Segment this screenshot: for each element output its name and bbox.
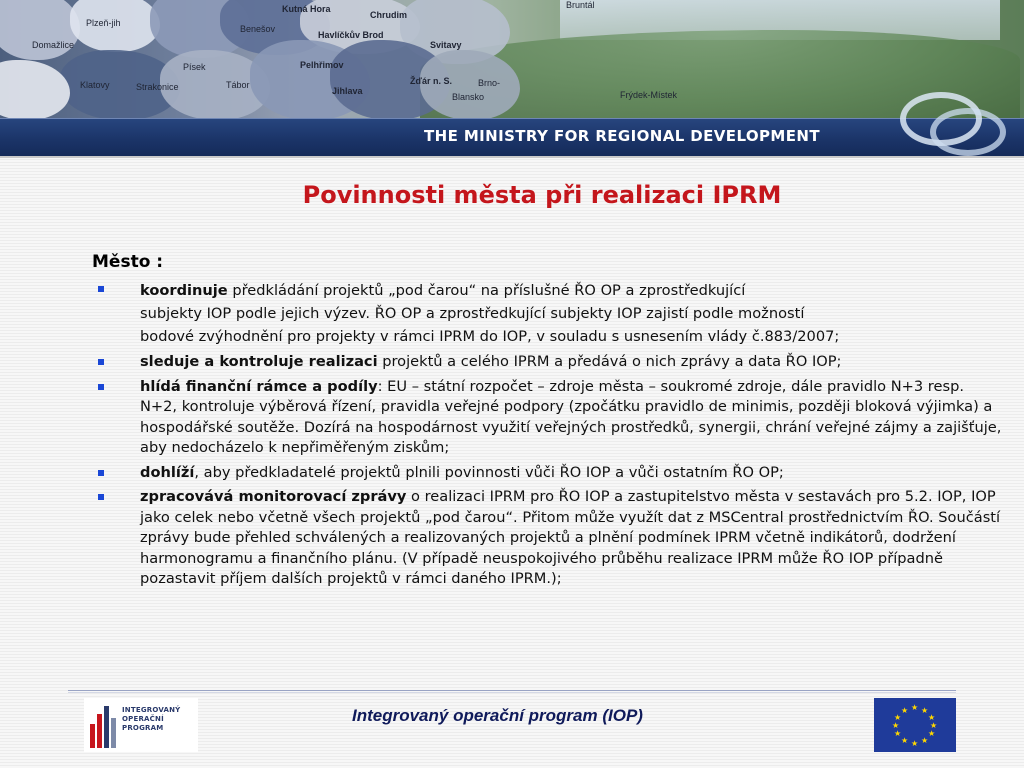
eu-star-icon: ★ bbox=[921, 736, 929, 745]
map-label: Domažlice bbox=[32, 40, 75, 50]
eu-star-icon: ★ bbox=[928, 713, 936, 722]
bullet-continuation: subjekty IOP podle jejich výzev. ŘO OP a zprostředkující subjekty IOP zajistí podle možností bbox=[140, 305, 805, 322]
map-label: Benešov bbox=[240, 24, 276, 34]
bullet-text: , aby předkladatelé projektů plnili povinnosti vůči ŘO IOP a vůči ostatním ŘO OP; bbox=[194, 463, 784, 481]
logo-bar bbox=[104, 706, 109, 748]
bullet-item bbox=[92, 352, 1004, 373]
bullet-keyword: sleduje a kontroluje realizaci bbox=[140, 353, 378, 370]
bullet-keyword: dohlíží bbox=[140, 463, 195, 481]
logo-bar bbox=[97, 714, 102, 748]
ring-logo-icon bbox=[930, 108, 1006, 156]
logo-line: PROGRAM bbox=[122, 724, 164, 732]
logo-bar bbox=[111, 718, 116, 748]
bullet-list bbox=[92, 279, 1004, 590]
bullet-item bbox=[92, 487, 1004, 590]
bullet-marker-icon bbox=[98, 286, 104, 292]
eu-star-icon: ★ bbox=[928, 729, 936, 738]
bullet-keyword: koordinuje bbox=[140, 282, 228, 299]
bullet-item bbox=[92, 377, 1004, 459]
bullet-marker-icon bbox=[98, 470, 104, 476]
eu-star-icon: ★ bbox=[930, 721, 938, 730]
bullet-marker-icon bbox=[98, 494, 104, 500]
map-label: Tábor bbox=[226, 80, 250, 90]
map-label: Jihlava bbox=[332, 86, 363, 96]
bullet-text: o realizaci IPRM pro ŘO IOP a zastupitelstvo města v sestavách pro 5.2. IOP, IOP jako celek nebo včetně všech projektů „pod čarou“. Přitom může využít dat z MSCentral prostřednictvím ŘO. Součástí zprávy bude přehled schválených a realizovaných projektů a plnění podmínek IPRM včetně indikátorů, dodržení harmonogramu a finančního plánu. (V případě neuspokojivého průběhu realizace IPRM může ŘO IOP případně pozastavit příjem dalších projektů v rámci daného IPRM.); bbox=[140, 488, 1001, 587]
eu-star-icon: ★ bbox=[901, 706, 909, 715]
logo-line: INTEGROVANÝ bbox=[122, 706, 181, 714]
eu-star-icon: ★ bbox=[894, 729, 902, 738]
bullet-keyword: zpracovává monitorovací zprávy bbox=[140, 488, 407, 505]
bullet-text: projektů a celého IPRM a předává o nich zprávy a data ŘO IOP; bbox=[377, 353, 842, 370]
map-label: Frýdek-Místek bbox=[620, 90, 678, 100]
map-region bbox=[0, 0, 80, 60]
slide-title: Povinnosti města při realizaci IPRM bbox=[302, 181, 782, 209]
map-label: Klatovy bbox=[80, 80, 110, 90]
eu-star-icon: ★ bbox=[894, 713, 902, 722]
footer-divider bbox=[68, 692, 956, 693]
map-label: Písek bbox=[183, 62, 206, 72]
logo-text bbox=[122, 706, 180, 733]
banner-divider bbox=[0, 156, 1024, 158]
subheading: Město : bbox=[92, 252, 164, 272]
eu-star-icon: ★ bbox=[892, 721, 900, 730]
bullet-marker-icon bbox=[98, 384, 104, 390]
map-label: Pelhřimov bbox=[300, 60, 344, 70]
map-label: Kutná Hora bbox=[282, 4, 331, 14]
bullet-item bbox=[92, 463, 1004, 484]
bullet-text: předkládání projektů „pod čarou“ na příslušné ŘO OP a zprostředkující bbox=[227, 282, 746, 299]
logo-bar bbox=[90, 724, 95, 748]
banner-photo bbox=[0, 0, 1024, 118]
map-label: Brno- bbox=[478, 78, 501, 88]
eu-star-icon: ★ bbox=[911, 703, 919, 712]
eu-flag-icon bbox=[874, 698, 956, 752]
footer-divider bbox=[68, 690, 956, 691]
map-label: Bruntál bbox=[566, 0, 595, 10]
iop-logo bbox=[84, 698, 198, 752]
bullet-text: : EU – státní rozpočet – zdroje města – soukromé zdroje, dále pravidlo N+3 resp. N+2, kontroluje výběrová řízení, pravidla veřejné podpory (zpočátku pravidlo de minimis, později bloková výjimka) a hospodářské soutěže. Dozírá na hospodárnost využití veřejných prostředků, synergii, chrání veřejné zájmy a zajišťuje, aby nedocházelo k nepřiměřeným ziskům; bbox=[140, 377, 1002, 456]
footer-caption: Integrovaný operační program (IOP) bbox=[352, 706, 643, 725]
map-label: Plzeň-jih bbox=[86, 18, 121, 28]
map-label: Chrudim bbox=[370, 10, 407, 20]
header-banner bbox=[0, 0, 1024, 158]
logo-line: OPERAČNÍ bbox=[122, 715, 164, 723]
map-label: Strakonice bbox=[136, 82, 179, 92]
bullet-item bbox=[92, 279, 1004, 348]
map-label: Žďár n. S. bbox=[410, 76, 452, 86]
bullet-continuation: bodové zvýhodnění pro projekty v rámci IPRM do IOP, v souladu s usnesením vlády č.883/2007; bbox=[140, 328, 840, 345]
bullet-marker-icon bbox=[98, 359, 104, 365]
eu-star-icon: ★ bbox=[911, 739, 919, 748]
map-region bbox=[0, 60, 70, 120]
eu-star-icon: ★ bbox=[921, 706, 929, 715]
map-label: Blansko bbox=[452, 92, 485, 102]
eu-star-icon: ★ bbox=[901, 736, 909, 745]
map-label: Havlíčkův Brod bbox=[318, 30, 384, 40]
ministry-title: THE MINISTRY FOR REGIONAL DEVELOPMENT bbox=[424, 127, 820, 145]
map-label: Svitavy bbox=[430, 40, 462, 50]
bullet-keyword: hlídá finanční rámce a podíly bbox=[140, 377, 378, 395]
